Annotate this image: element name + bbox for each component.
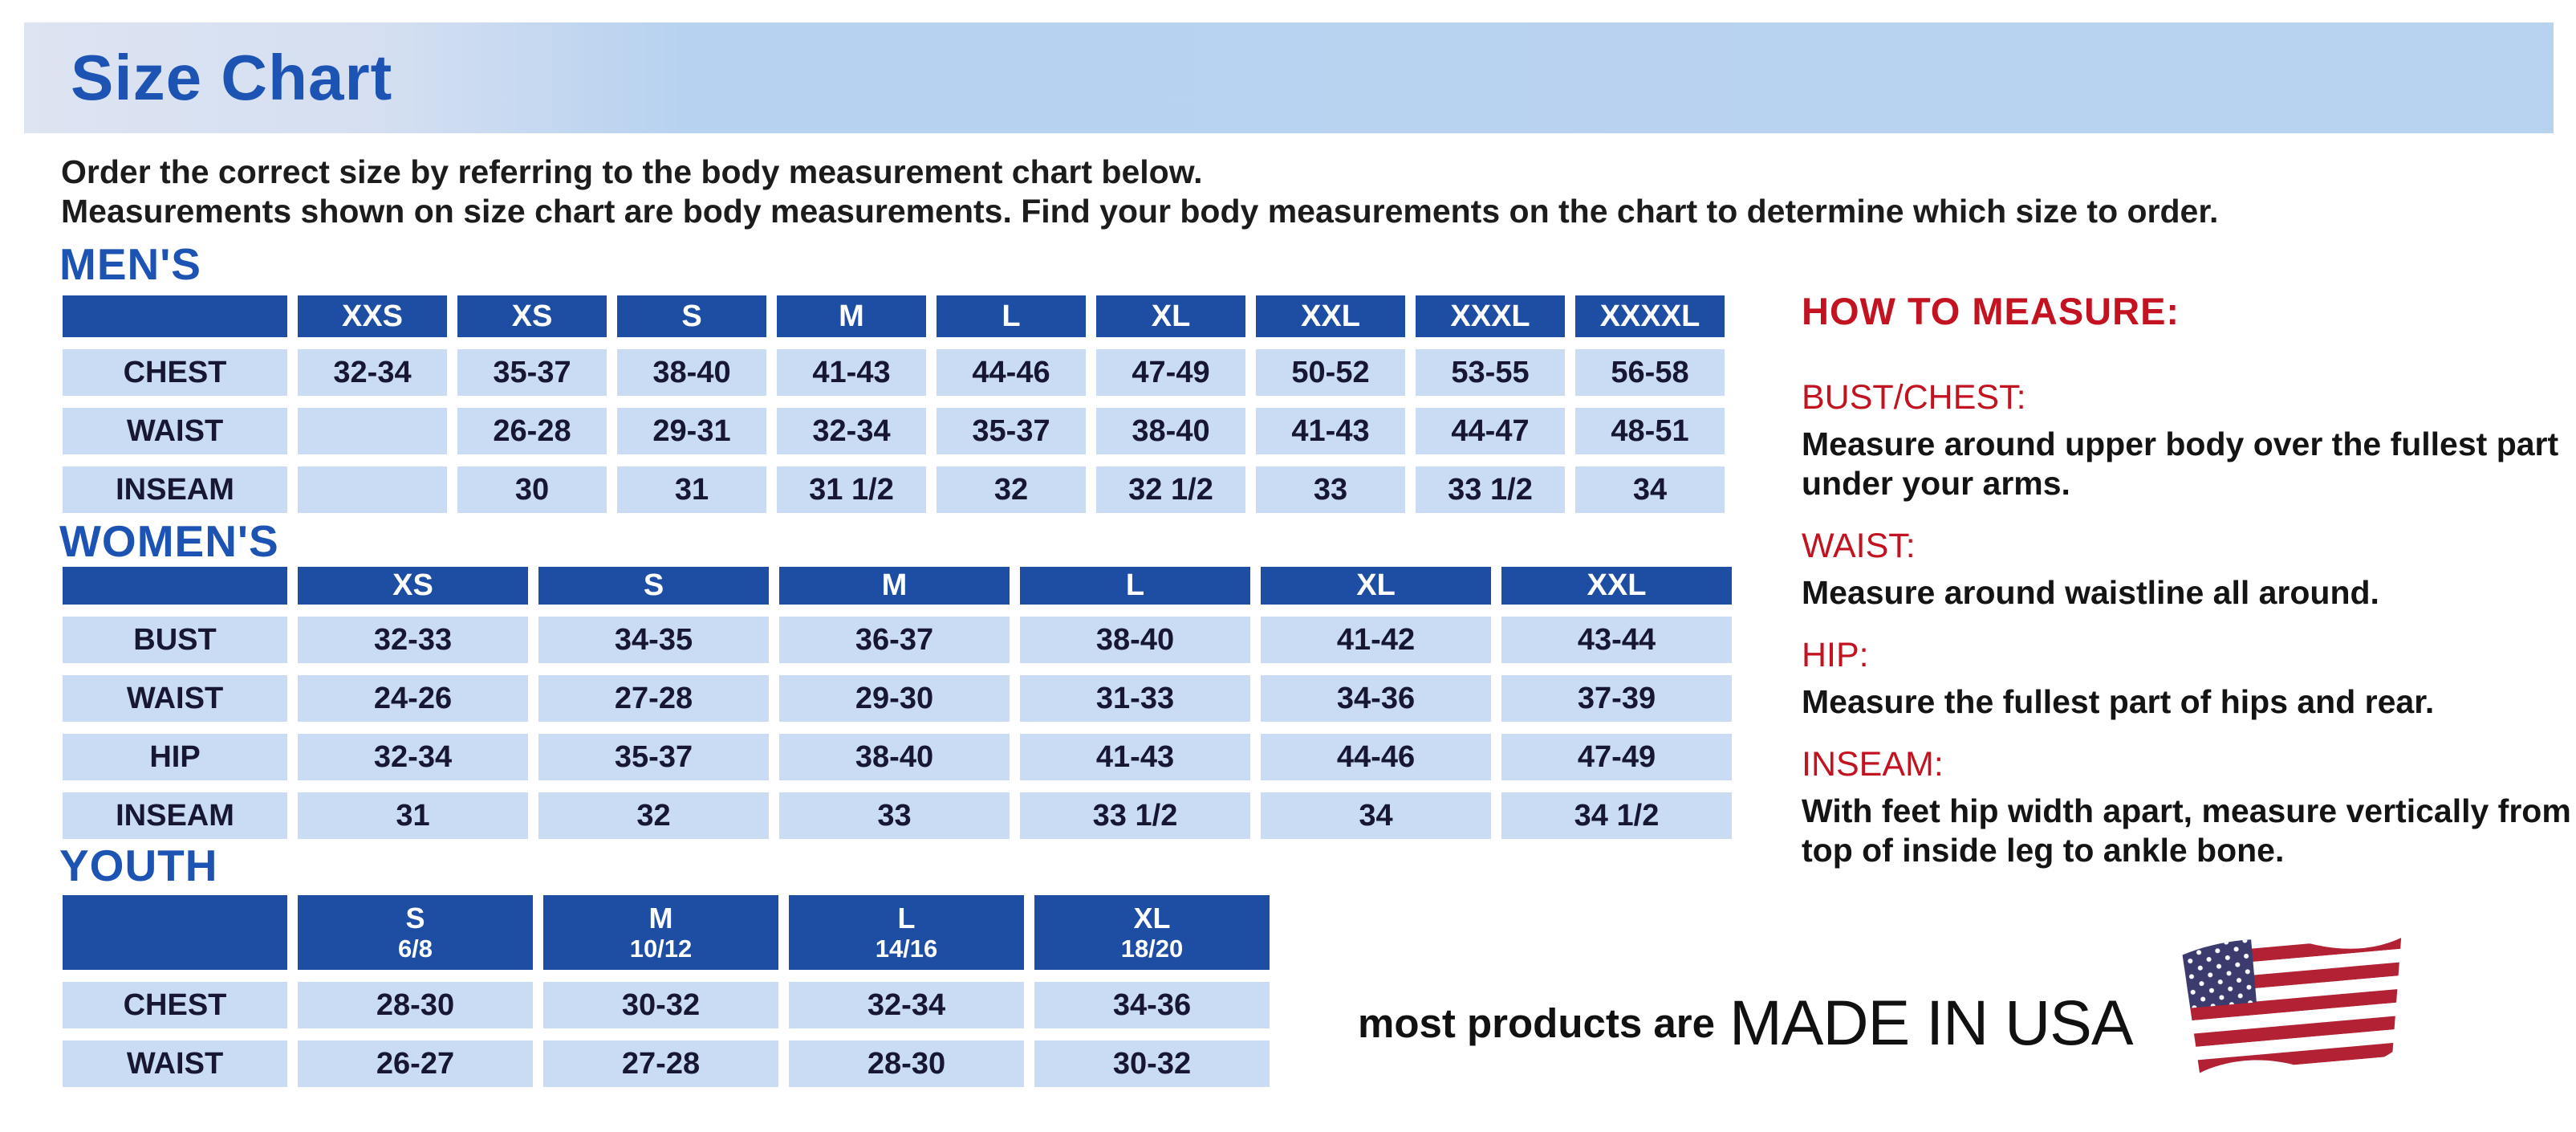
womens-section-heading: WOMEN'S bbox=[59, 516, 279, 566]
youth-measurement-cell: 34-36 bbox=[1034, 982, 1270, 1028]
womens-measurement-cell: 41-42 bbox=[1261, 617, 1491, 663]
footer-made-in-usa-text: MADE IN USA bbox=[1729, 987, 2133, 1058]
womens-measurement-cell: 34 bbox=[1261, 792, 1491, 839]
womens-row-label: BUST bbox=[63, 617, 287, 663]
womens-size-column-header: S bbox=[538, 567, 769, 605]
measure-label-bust-chest: BUST/CHEST: bbox=[1802, 378, 2026, 417]
intro-text bbox=[61, 153, 2218, 231]
womens-size-column-header: XS bbox=[298, 567, 528, 605]
mens-measurement-cell: 48-51 bbox=[1575, 408, 1725, 454]
youth-size-table-wrap bbox=[52, 883, 1280, 1099]
us-flag-icon bbox=[2172, 933, 2406, 1093]
mens-measurement-cell: 47-49 bbox=[1096, 349, 1245, 396]
womens-measurement-cell: 37-39 bbox=[1501, 675, 1732, 722]
womens-measurement-cell: 33 bbox=[779, 792, 1010, 839]
womens-measurement-cell: 34-36 bbox=[1261, 675, 1491, 722]
mens-row-label: INSEAM bbox=[63, 466, 287, 513]
how-to-measure-panel bbox=[1802, 289, 2572, 894]
measure-text-inseam: With feet hip width apart, measure vertically from top of inside leg to ankle bone. bbox=[1802, 792, 2571, 869]
mens-measurement-cell: 29-31 bbox=[617, 408, 766, 454]
womens-measurement-cell: 29-30 bbox=[779, 675, 1010, 722]
womens-size-column-header: L bbox=[1020, 567, 1250, 605]
mens-measurement-cell: 50-52 bbox=[1256, 349, 1405, 396]
youth-size-column-header: XL 18/20 bbox=[1034, 895, 1270, 970]
womens-measurement-cell: 34 1/2 bbox=[1501, 792, 1732, 839]
womens-row-label: INSEAM bbox=[63, 792, 287, 839]
mens-measurement-cell: 33 1/2 bbox=[1416, 466, 1565, 513]
measure-text-bust-chest: Measure around upper body over the fullest part under your arms. bbox=[1802, 426, 2559, 502]
womens-row-label: WAIST bbox=[63, 675, 287, 722]
womens-measurement-cell: 38-40 bbox=[1020, 617, 1250, 663]
mens-measurement-cell: 32-34 bbox=[777, 408, 926, 454]
measure-label-hip: HIP: bbox=[1802, 636, 1869, 674]
mens-measurement-cell: 53-55 bbox=[1416, 349, 1565, 396]
intro-line-1: Order the correct size by referring to the body measurement chart below. bbox=[61, 153, 1203, 190]
youth-measurement-cell: 26-27 bbox=[298, 1040, 533, 1087]
youth-measurement-cell: 28-30 bbox=[298, 982, 533, 1028]
womens-measurement-cell: 31 bbox=[298, 792, 528, 839]
youth-measurement-cell: 28-30 bbox=[789, 1040, 1024, 1087]
mens-measurement-cell: 31 1/2 bbox=[777, 466, 926, 513]
page-title: Size Chart bbox=[71, 42, 393, 113]
mens-measurement-cell: 38-40 bbox=[1096, 408, 1245, 454]
womens-measurement-cell: 27-28 bbox=[538, 675, 769, 722]
youth-row-label: CHEST bbox=[63, 982, 287, 1028]
mens-size-column-header: XL bbox=[1096, 295, 1245, 337]
measure-text-hip: Measure the fullest part of hips and rear. bbox=[1802, 683, 2435, 720]
mens-measurement-cell: 44-47 bbox=[1416, 408, 1565, 454]
mens-measurement-cell: 32 bbox=[937, 466, 1086, 513]
womens-measurement-cell: 32 bbox=[538, 792, 769, 839]
mens-size-column-header: S bbox=[617, 295, 766, 337]
mens-measurement-cell: 32-34 bbox=[298, 349, 447, 396]
mens-size-column-header: XXS bbox=[298, 295, 447, 337]
mens-measurement-cell: 34 bbox=[1575, 466, 1725, 513]
footer-prefix-text: most products are bbox=[1358, 1000, 1715, 1046]
mens-measurement-cell: 41-43 bbox=[1256, 408, 1405, 454]
intro-line-2: Measurements shown on size chart are body measurements. Find your body measurements on the chart to determine which size to order. bbox=[61, 193, 2219, 230]
youth-measurement-cell: 30-32 bbox=[1034, 1040, 1270, 1087]
mens-size-table-wrap bbox=[52, 283, 1735, 525]
womens-measurement-cell: 34-35 bbox=[538, 617, 769, 663]
womens-measurement-cell: 24-26 bbox=[298, 675, 528, 722]
made-in-usa-line bbox=[1358, 986, 2133, 1060]
mens-corner-header-cell bbox=[63, 295, 287, 337]
mens-measurement-cell: 56-58 bbox=[1575, 349, 1725, 396]
mens-size-column-header: XXXXL bbox=[1575, 295, 1725, 337]
womens-measurement-cell: 47-49 bbox=[1501, 734, 1732, 780]
mens-measurement-cell: 33 bbox=[1256, 466, 1405, 513]
mens-row-label: WAIST bbox=[63, 408, 287, 454]
mens-measurement-cell: 35-37 bbox=[457, 349, 607, 396]
womens-measurement-cell: 38-40 bbox=[779, 734, 1010, 780]
youth-size-table bbox=[52, 883, 1280, 1099]
womens-measurement-cell: 41-43 bbox=[1020, 734, 1250, 780]
womens-size-table bbox=[52, 555, 1742, 851]
mens-measurement-cell bbox=[298, 466, 447, 513]
youth-size-column-header: L 14/16 bbox=[789, 895, 1024, 970]
youth-section-heading: YOUTH bbox=[59, 841, 218, 890]
mens-size-table bbox=[52, 283, 1735, 525]
womens-measurement-cell: 32-34 bbox=[298, 734, 528, 780]
womens-measurement-cell: 31-33 bbox=[1020, 675, 1250, 722]
mens-measurement-cell: 35-37 bbox=[937, 408, 1086, 454]
youth-size-column-header: S 6/8 bbox=[298, 895, 533, 970]
womens-corner-header-cell bbox=[63, 567, 287, 605]
youth-measurement-cell: 30-32 bbox=[543, 982, 778, 1028]
mens-section-heading: MEN'S bbox=[59, 239, 201, 289]
mens-size-column-header: L bbox=[937, 295, 1086, 337]
measure-label-inseam: INSEAM: bbox=[1802, 745, 1944, 784]
womens-measurement-cell: 33 1/2 bbox=[1020, 792, 1250, 839]
mens-row-label: CHEST bbox=[63, 349, 287, 396]
measure-text-waist: Measure around waistline all around. bbox=[1802, 574, 2379, 611]
womens-measurement-cell: 32-33 bbox=[298, 617, 528, 663]
mens-size-column-header: XXL bbox=[1256, 295, 1405, 337]
womens-size-column-header: XXL bbox=[1501, 567, 1732, 605]
mens-size-column-header: XXXL bbox=[1416, 295, 1565, 337]
mens-size-column-header: M bbox=[777, 295, 926, 337]
youth-corner-header-cell bbox=[63, 895, 287, 970]
womens-measurement-cell: 36-37 bbox=[779, 617, 1010, 663]
youth-row-label: WAIST bbox=[63, 1040, 287, 1087]
mens-measurement-cell: 38-40 bbox=[617, 349, 766, 396]
mens-measurement-cell: 31 bbox=[617, 466, 766, 513]
womens-measurement-cell: 43-44 bbox=[1501, 617, 1732, 663]
mens-measurement-cell: 30 bbox=[457, 466, 607, 513]
measure-label-waist: WAIST: bbox=[1802, 527, 1916, 565]
mens-measurement-cell bbox=[298, 408, 447, 454]
youth-size-column-header: M 10/12 bbox=[543, 895, 778, 970]
mens-measurement-cell: 41-43 bbox=[777, 349, 926, 396]
womens-size-table-wrap bbox=[52, 555, 1742, 851]
youth-measurement-cell: 27-28 bbox=[543, 1040, 778, 1087]
womens-size-column-header: XL bbox=[1261, 567, 1491, 605]
womens-measurement-cell: 35-37 bbox=[538, 734, 769, 780]
mens-measurement-cell: 44-46 bbox=[937, 349, 1086, 396]
mens-measurement-cell: 32 1/2 bbox=[1096, 466, 1245, 513]
youth-measurement-cell: 32-34 bbox=[789, 982, 1024, 1028]
womens-size-column-header: M bbox=[779, 567, 1010, 605]
womens-row-label: HIP bbox=[63, 734, 287, 780]
womens-measurement-cell: 44-46 bbox=[1261, 734, 1491, 780]
mens-measurement-cell: 26-28 bbox=[457, 408, 607, 454]
how-to-measure-heading: HOW TO MEASURE: bbox=[1802, 290, 2180, 332]
title-banner bbox=[24, 22, 2554, 133]
mens-size-column-header: XS bbox=[457, 295, 607, 337]
